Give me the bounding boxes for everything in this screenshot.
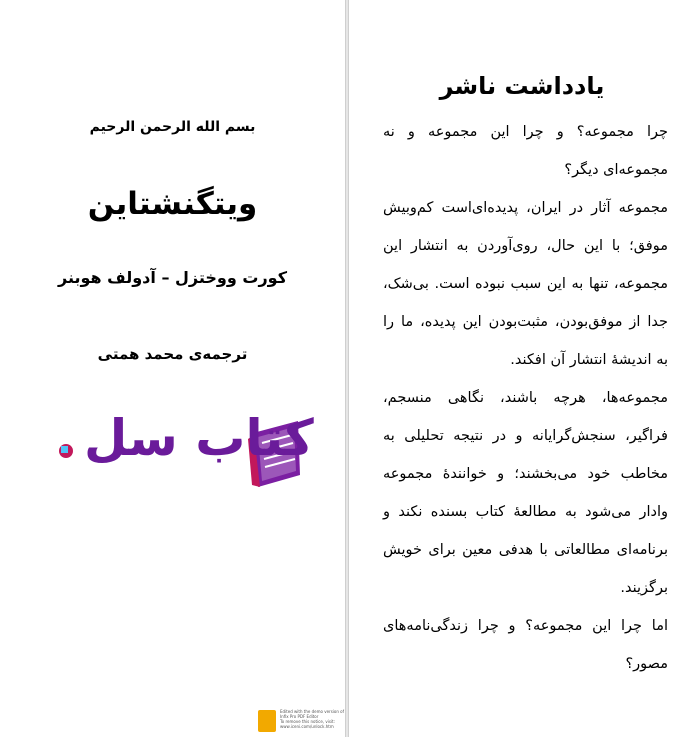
logo-badge-icon [59,444,73,458]
logo-text: کتاب سل [84,409,314,467]
book-authors: کورت ووختزل – آدولف هوبنر [57,268,287,287]
infix-watermark [258,707,348,735]
paragraph: اما چرا این مجموعه؟ و چرا زندگی‌نامه‌های مصور؟ [383,618,668,672]
book-translator: ترجمه‌ی محمد همتی [97,345,248,363]
paragraph: مجموعه آثار در ایران، پدیده‌ای‌است کم‌وبیش موفق؛ با این حال، روی‌آوردن به انتشار این مجموعه، تنها به این سبب نبوده است. بی‌شک، جدا از موفق‌بودن، مثبت‌بودن این پدیده، ما را به اندیشهٔ انتشار آن افکند. [383,200,668,368]
basmala-text: بسم الله الرحمن الرحیم [89,119,256,135]
book-title: ویتگنشتاین [87,186,258,222]
paragraph: مجموعه‌ها، هرچه باشند، نگاهی منسجم، فراگیر، سنجش‌گرایانه و در نتیجه تحلیلی به مخاطب خود می‌بخشند؛ و خوانندهٔ مجموعه وادار می‌شود به مطالعهٔ کتاب بسنده نکند و برنامه‌ای مطالعاتی با هدفی معین برای خویش برگزیند. [383,390,668,596]
watermark-text: Edited with the demo version of Infix Pro PDF Editor To remove this notice, visit: www.iceni.com/unlock.htm [280,709,345,729]
publisher-note-body [383,113,668,683]
publisher-note-heading: یادداشت ناشر [439,72,605,100]
infix-badge-icon [258,710,276,732]
paragraph: چرا مجموعه؟ و چرا این مجموعه و نه مجموعه‌ای دیگر؟ [383,124,668,178]
left-page [0,0,345,737]
